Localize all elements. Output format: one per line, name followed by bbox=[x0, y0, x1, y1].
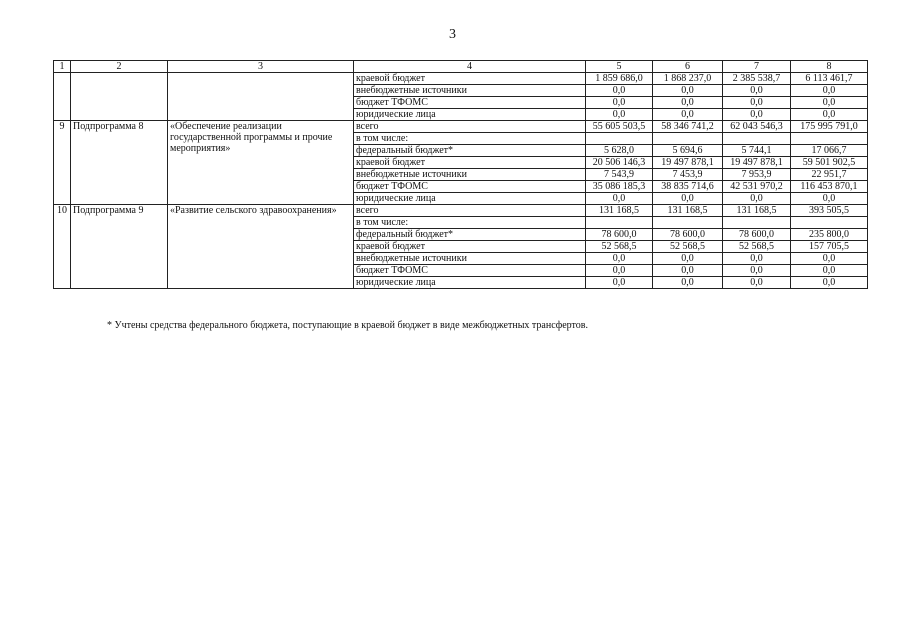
subprogram-name: Подпрограмма 8 bbox=[71, 121, 168, 205]
value-cell: 0,0 bbox=[723, 97, 791, 109]
value-cell: 0,0 bbox=[653, 109, 723, 121]
row-label: внебюджетные источники bbox=[354, 253, 586, 265]
page-number: 3 bbox=[449, 27, 456, 42]
row-label: бюджет ТФОМС bbox=[354, 181, 586, 193]
row-label: в том числе: bbox=[354, 133, 586, 145]
value-cell: 0,0 bbox=[586, 85, 653, 97]
value-cell: 0,0 bbox=[653, 277, 723, 289]
value-cell: 59 501 902,5 bbox=[791, 157, 868, 169]
value-cell: 52 568,5 bbox=[586, 241, 653, 253]
value-cell: 0,0 bbox=[586, 277, 653, 289]
value-cell: 0,0 bbox=[586, 97, 653, 109]
column-header: 2 bbox=[71, 61, 168, 73]
subprogram-title: «Обеспечение реализации государственной программы и прочие мероприятия» bbox=[168, 121, 354, 205]
value-cell: 0,0 bbox=[653, 97, 723, 109]
row-number: 9 bbox=[54, 121, 71, 205]
value-cell: 0,0 bbox=[791, 109, 868, 121]
value-cell: 78 600,0 bbox=[653, 229, 723, 241]
value-cell: 1 868 237,0 bbox=[653, 73, 723, 85]
value-cell: 5 744,1 bbox=[723, 145, 791, 157]
row-label: в том числе: bbox=[354, 217, 586, 229]
value-cell: 58 346 741,2 bbox=[653, 121, 723, 133]
value-cell: 0,0 bbox=[791, 253, 868, 265]
row-label: краевой бюджет bbox=[354, 73, 586, 85]
value-cell: 78 600,0 bbox=[723, 229, 791, 241]
value-cell: 52 568,5 bbox=[653, 241, 723, 253]
value-cell: 131 168,5 bbox=[653, 205, 723, 217]
table-row bbox=[54, 73, 868, 85]
value-cell: 0,0 bbox=[653, 265, 723, 277]
value-cell bbox=[586, 217, 653, 229]
value-cell: 0,0 bbox=[723, 277, 791, 289]
row-number: 10 bbox=[54, 205, 71, 289]
value-cell: 20 506 146,3 bbox=[586, 157, 653, 169]
value-cell: 7 453,9 bbox=[653, 169, 723, 181]
column-header: 1 bbox=[54, 61, 71, 73]
table-row bbox=[54, 205, 868, 217]
footnote: * Учтены средства федерального бюджета, поступающие в краевой бюджет в виде межбюджетных трансфертов. bbox=[107, 320, 589, 331]
column-header: 3 bbox=[168, 61, 354, 73]
value-cell: 175 995 791,0 bbox=[791, 121, 868, 133]
column-header: 6 bbox=[653, 61, 723, 73]
empty-cell bbox=[168, 73, 354, 121]
value-cell: 52 568,5 bbox=[723, 241, 791, 253]
value-cell: 0,0 bbox=[586, 109, 653, 121]
value-cell bbox=[653, 133, 723, 145]
value-cell: 6 113 461,7 bbox=[791, 73, 868, 85]
column-header: 5 bbox=[586, 61, 653, 73]
value-cell: 0,0 bbox=[723, 253, 791, 265]
row-label: внебюджетные источники bbox=[354, 85, 586, 97]
value-cell: 7 543,9 bbox=[586, 169, 653, 181]
value-cell bbox=[791, 133, 868, 145]
value-cell: 5 628,0 bbox=[586, 145, 653, 157]
subprogram-title: «Развитие сельского здравоохранения» bbox=[168, 205, 354, 289]
value-cell: 0,0 bbox=[791, 85, 868, 97]
value-cell: 62 043 546,3 bbox=[723, 121, 791, 133]
value-cell: 0,0 bbox=[791, 193, 868, 205]
value-cell: 42 531 970,2 bbox=[723, 181, 791, 193]
value-cell: 0,0 bbox=[791, 265, 868, 277]
subprogram-name: Подпрограмма 9 bbox=[71, 205, 168, 289]
value-cell: 0,0 bbox=[791, 97, 868, 109]
value-cell: 157 705,5 bbox=[791, 241, 868, 253]
row-label: федеральный бюджет* bbox=[354, 229, 586, 241]
row-label: федеральный бюджет* bbox=[354, 145, 586, 157]
value-cell: 235 800,0 bbox=[791, 229, 868, 241]
value-cell: 78 600,0 bbox=[586, 229, 653, 241]
value-cell: 116 453 870,1 bbox=[791, 181, 868, 193]
row-label: юридические лица bbox=[354, 193, 586, 205]
row-label: всего bbox=[354, 205, 586, 217]
header-row bbox=[54, 61, 868, 73]
value-cell: 5 694,6 bbox=[653, 145, 723, 157]
table-row bbox=[54, 121, 868, 133]
value-cell: 22 951,7 bbox=[791, 169, 868, 181]
value-cell: 38 835 714,6 bbox=[653, 181, 723, 193]
row-label: краевой бюджет bbox=[354, 241, 586, 253]
row-label: юридические лица bbox=[354, 277, 586, 289]
value-cell: 131 168,5 bbox=[723, 205, 791, 217]
row-label: краевой бюджет bbox=[354, 157, 586, 169]
value-cell: 0,0 bbox=[586, 253, 653, 265]
value-cell: 19 497 878,1 bbox=[653, 157, 723, 169]
row-label: внебюджетные источники bbox=[354, 169, 586, 181]
value-cell: 393 505,5 bbox=[791, 205, 868, 217]
value-cell: 17 066,7 bbox=[791, 145, 868, 157]
value-cell: 0,0 bbox=[723, 85, 791, 97]
value-cell bbox=[723, 217, 791, 229]
value-cell: 0,0 bbox=[723, 265, 791, 277]
value-cell: 0,0 bbox=[653, 253, 723, 265]
value-cell: 35 086 185,3 bbox=[586, 181, 653, 193]
value-cell bbox=[791, 217, 868, 229]
column-header: 7 bbox=[723, 61, 791, 73]
value-cell bbox=[586, 133, 653, 145]
column-header: 8 bbox=[791, 61, 868, 73]
value-cell: 55 605 503,5 bbox=[586, 121, 653, 133]
value-cell: 0,0 bbox=[653, 193, 723, 205]
empty-cell bbox=[54, 73, 71, 121]
row-label: бюджет ТФОМС bbox=[354, 265, 586, 277]
value-cell: 7 953,9 bbox=[723, 169, 791, 181]
value-cell bbox=[723, 133, 791, 145]
column-header: 4 bbox=[354, 61, 586, 73]
value-cell: 0,0 bbox=[586, 193, 653, 205]
value-cell: 131 168,5 bbox=[586, 205, 653, 217]
value-cell: 0,0 bbox=[653, 85, 723, 97]
value-cell: 0,0 bbox=[723, 109, 791, 121]
row-label: бюджет ТФОМС bbox=[354, 97, 586, 109]
row-label: всего bbox=[354, 121, 586, 133]
empty-cell bbox=[71, 73, 168, 121]
value-cell: 1 859 686,0 bbox=[586, 73, 653, 85]
value-cell bbox=[653, 217, 723, 229]
value-cell: 0,0 bbox=[723, 193, 791, 205]
value-cell: 19 497 878,1 bbox=[723, 157, 791, 169]
value-cell: 0,0 bbox=[586, 265, 653, 277]
row-label: юридические лица bbox=[354, 109, 586, 121]
value-cell: 0,0 bbox=[791, 277, 868, 289]
budget-table bbox=[53, 60, 868, 289]
value-cell: 2 385 538,7 bbox=[723, 73, 791, 85]
